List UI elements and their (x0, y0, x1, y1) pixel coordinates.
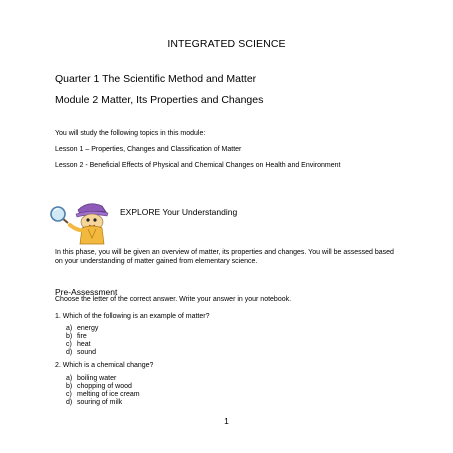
pre-assessment-title: Pre-Assessment (55, 287, 118, 297)
choice-item (66, 375, 140, 383)
choice-item (66, 333, 98, 341)
choice-text: heat (77, 340, 91, 348)
choice-letter: b) (66, 382, 73, 390)
choice-letter: d) (66, 348, 73, 356)
topics-intro: You will study the following topics in this module: (55, 130, 206, 137)
quarter-heading: Quarter 1 The Scientific Method and Matter (55, 73, 257, 85)
pre-assessment-instruction: Choose the letter of the correct answer. Write your answer in your notebook. (55, 296, 292, 303)
choice-text: fire (77, 332, 87, 340)
choice-item (66, 341, 98, 349)
choice-letter: a) (66, 375, 73, 382)
choice-text: energy (77, 325, 99, 332)
detective-magnifier-mascot-icon (48, 198, 112, 246)
choice-item (66, 349, 98, 357)
question-1: 1. Which of the following is an example of matter? (55, 313, 210, 320)
choice-letter: d) (66, 398, 73, 406)
choice-item (66, 391, 140, 399)
page-number: 1 (224, 416, 229, 426)
choice-text: melting of ice cream (77, 390, 140, 398)
choice-text: chopping of wood (77, 382, 132, 390)
choice-letter: c) (66, 390, 72, 398)
explore-heading: EXPLORE Your Understanding (120, 207, 238, 217)
choice-item (66, 399, 140, 407)
lesson-1-topic: Lesson 1 – Properties, Changes and Classification of Matter (55, 146, 242, 153)
question-2: 2. Which is a chemical change? (55, 362, 154, 369)
choice-letter: c) (66, 340, 72, 348)
document-title: INTEGRATED SCIENCE (167, 38, 286, 50)
choice-item (66, 325, 98, 333)
question-1-choices (66, 325, 98, 357)
module-heading: Module 2 Matter, Its Properties and Changes (55, 94, 264, 106)
choice-letter: a) (66, 325, 73, 332)
choice-letter: b) (66, 332, 73, 340)
explore-paragraph: In this phase, you will be given an overview of matter, its properties and changes. You will be assessed based on your understanding of matter gained from elementary science. (55, 249, 394, 265)
choice-text: boiling water (77, 375, 117, 382)
choice-text: sound (77, 348, 97, 356)
lesson-2-topic: Lesson 2 - Beneficial Effects of Physical and Chemical Changes on Health and Environment (55, 162, 341, 169)
question-2-choices (66, 375, 140, 407)
choice-item (66, 383, 140, 391)
choice-text: souring of milk (77, 398, 123, 406)
